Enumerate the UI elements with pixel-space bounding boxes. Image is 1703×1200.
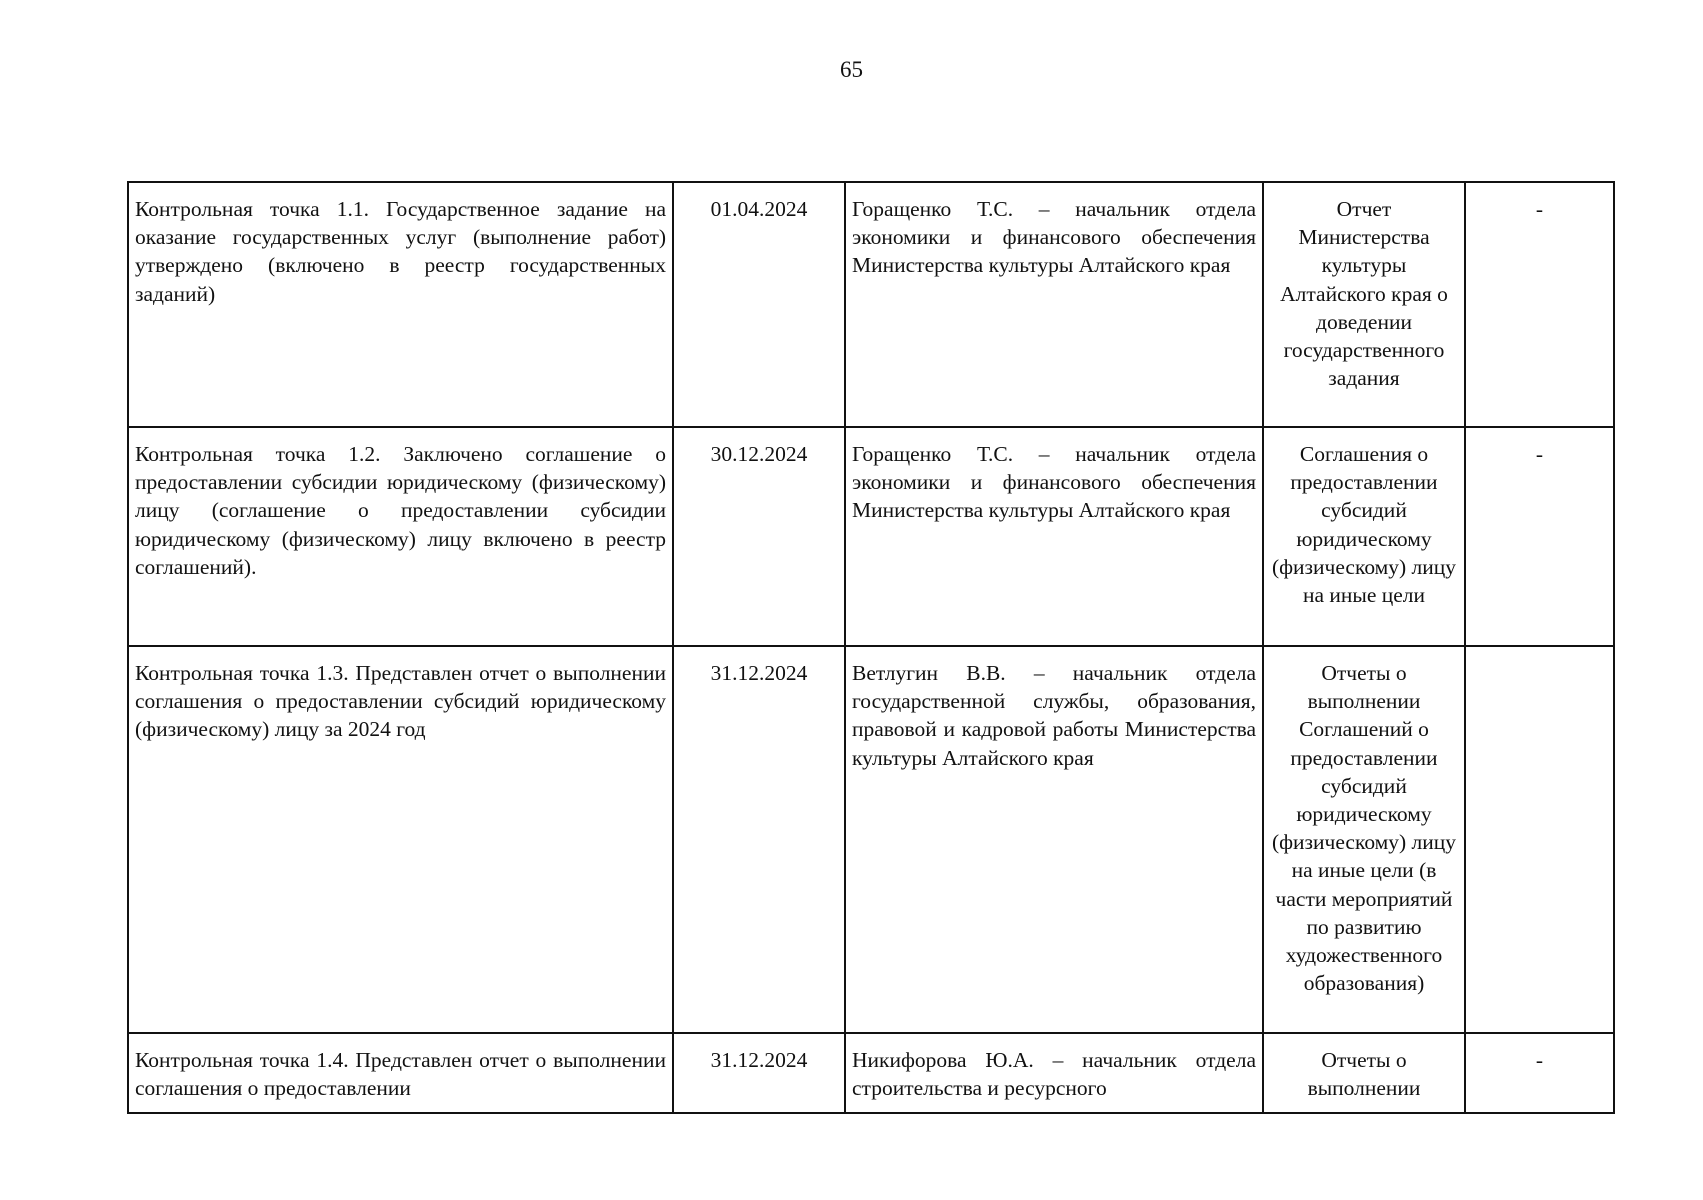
table-row <box>128 1033 1614 1113</box>
note-cell: - <box>1465 427 1614 646</box>
table-row <box>128 427 1614 646</box>
table-row <box>128 182 1614 427</box>
note-cell: - <box>1465 182 1614 427</box>
confirming-document: Соглашения о предоставлении субсидий юридическому (физическому) лицу на иные цели <box>1263 427 1465 646</box>
note-cell <box>1465 646 1614 1033</box>
responsible-person: Никифорова Ю.А. – начальник отдела строительства и ресурсного <box>845 1033 1263 1113</box>
confirming-document: Отчет Министерства культуры Алтайского края о доведении государственного задания <box>1263 182 1465 427</box>
page-number: 65 <box>840 57 863 82</box>
confirming-document: Отчеты о выполнении Соглашений о предоставлении субсидий юридическому (физическому) лицу на иные цели (в части мероприятий по развитию художественного образования) <box>1263 646 1465 1033</box>
responsible-person: Горащенко Т.С. – начальник отдела экономики и финансового обеспечения Министерства культуры Алтайского края <box>845 182 1263 427</box>
responsible-person: Горащенко Т.С. – начальник отдела экономики и финансового обеспечения Министерства культуры Алтайского края <box>845 427 1263 646</box>
control-point-date: 31.12.2024 <box>673 646 845 1033</box>
responsible-person: Ветлугин В.В. – начальник отдела государственной службы, образования, правовой и кадровой работы Министерства культуры Алтайского края <box>845 646 1263 1033</box>
control-point-description: Контрольная точка 1.2. Заключено соглашение о предоставлении субсидии юридическому (физическому) лицу (соглашение о предоставлении субсидии юридическому (физическому) лицу включено в реестр соглашений). <box>128 427 673 646</box>
control-point-description: Контрольная точка 1.3. Представлен отчет о выполнении соглашения о предоставлении субсидий юридическому (физическому) лицу за 2024 год <box>128 646 673 1033</box>
control-points-table <box>127 181 1615 1114</box>
control-point-date: 01.04.2024 <box>673 182 845 427</box>
confirming-document: Отчеты о выполнении <box>1263 1033 1465 1113</box>
table-row <box>128 646 1614 1033</box>
control-point-date: 31.12.2024 <box>673 1033 845 1113</box>
note-cell: - <box>1465 1033 1614 1113</box>
control-point-description: Контрольная точка 1.4. Представлен отчет о выполнении соглашения о предоставлении <box>128 1033 673 1113</box>
control-point-description: Контрольная точка 1.1. Государственное задание на оказание государственных услуг (выполнение работ) утверждено (включено в реестр государственных заданий) <box>128 182 673 427</box>
control-point-date: 30.12.2024 <box>673 427 845 646</box>
